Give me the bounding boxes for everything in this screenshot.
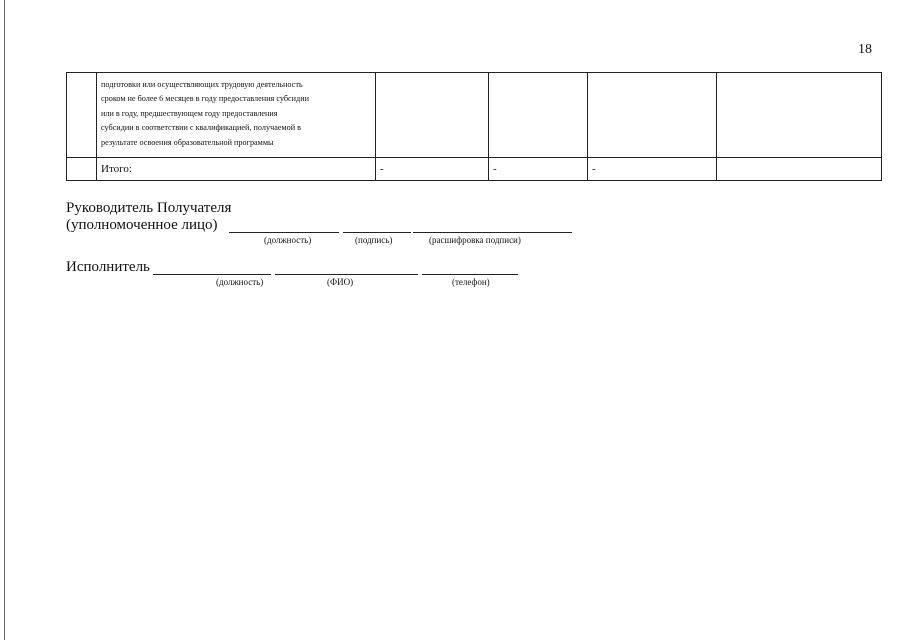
table-row <box>67 73 882 158</box>
total-cell: - <box>376 158 489 181</box>
executor-phone-line <box>422 274 518 275</box>
description-line: результате освоения образовательной программы <box>101 137 274 147</box>
executor-name-caption: (ФИО) <box>327 277 354 287</box>
executor-position-caption: (должность) <box>216 277 264 287</box>
head-decoding-caption: (расшифровка подписи) <box>429 235 521 245</box>
table-cell-number <box>67 73 97 158</box>
executor-phone-caption: (телефон) <box>452 277 490 287</box>
executor-name-line <box>275 274 418 275</box>
report-table <box>66 72 882 181</box>
table-cell-empty <box>376 73 489 158</box>
head-position-caption: (должность) <box>264 235 312 245</box>
head-signature-line <box>343 232 411 233</box>
total-label: Итого: <box>97 158 376 181</box>
description-line: сроком не более 6 месяцев в году предоставления субсидии <box>101 94 309 104</box>
page-number: 18 <box>858 42 872 57</box>
table-cell-empty <box>489 73 588 158</box>
total-cell: - <box>588 158 717 181</box>
total-cell: - <box>489 158 588 181</box>
scan-edge-line <box>4 0 5 640</box>
head-decoding-line <box>413 232 572 233</box>
description-line: подготовки или осуществляющих трудовую деятельность <box>101 80 303 89</box>
table-cell-empty <box>588 73 717 158</box>
table-cell-empty <box>717 73 882 158</box>
description-line: или в году, предшествующем году предоставления <box>101 108 278 118</box>
head-signature-caption: (подпись) <box>355 235 393 245</box>
total-cell <box>717 158 882 181</box>
executor-label: Исполнитель <box>66 259 150 275</box>
table-row-total <box>67 158 882 181</box>
executor-position-line <box>153 274 271 275</box>
description-line: субсидии в соответствии с квалификацией, получаемой в <box>101 123 302 133</box>
table-cell-description <box>97 73 376 158</box>
head-subtitle: (уполномоченное лицо) <box>66 217 218 233</box>
head-title: Руководитель Получателя <box>66 200 232 216</box>
table-cell-number <box>67 158 97 181</box>
head-position-line <box>229 232 339 233</box>
